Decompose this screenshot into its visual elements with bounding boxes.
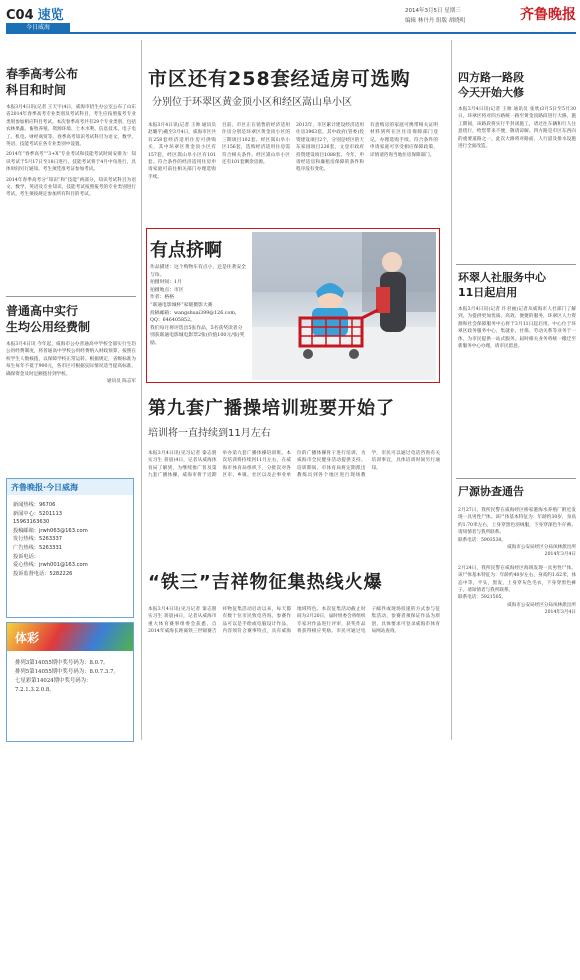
contact-title: 齐鲁晚报·今日威海 bbox=[7, 479, 133, 495]
divider bbox=[456, 478, 576, 479]
right-article-1 bbox=[458, 70, 576, 150]
masthead-logo: 齐鲁晚报 bbox=[520, 7, 576, 23]
right-article-3 bbox=[458, 484, 576, 617]
story-3-body: 本报3月4日讯(见习记者 秦志朋 实习生 蒋晨)4日，记者从威海市重大体育赛事组委会获悉，自2014年威海长距离铁三世锦赛吉祥物征集活动启动以来，每天都有数十位市民致电咨询。参赛作品可以是手绘或电脑设计作品，内容须符合赛事特点，具有威海地域特色。本次征集活动截止时间为3月20日，届时组委会将组织专家对作品进行评审，获奖作品将获得相应奖励。市民可通过电子邮件或现场投递的方式参与征集活动，参赛者须保证作品为原创，具体要求可登录威海市体育局网站查询。 bbox=[148, 607, 440, 635]
story-2 bbox=[148, 394, 448, 439]
notice-body: 2月27日，我所民警在威海经区桥家港海水养殖厂附近发现一具男性尸体。该尸体基本特征为：年龄约30岁，身高约1.70米左右，上身穿黑色羽绒服，下身穿深色牛仔裤。请知情者与我所联系。 bbox=[458, 508, 576, 536]
headline: 普通高中实行 bbox=[6, 304, 79, 318]
column-rule bbox=[141, 40, 142, 740]
column-rule bbox=[451, 40, 452, 740]
contact-line: 15963163630 bbox=[13, 519, 50, 526]
contact-line: 发行热线：5263337 bbox=[13, 536, 63, 543]
photo-title bbox=[150, 236, 250, 262]
headline: “铁三”吉祥物征集热线火爆 bbox=[148, 572, 383, 593]
lottery-line: 七星彩第14024期中奖号码为：7.2.1.3.2.0.8。 bbox=[15, 678, 92, 693]
notice-phone: 联系电话：5921505。 bbox=[458, 595, 507, 601]
notice-body: 2月24日，我所民警在威海经区海域发现一具男性尸体。该尸体基本特征为：年龄约40岁左右，身高约1.62米，体态中等，平头，黑发，上身穿灰色毛衣，下身穿黑色裤子。请知情者与我所联系。 bbox=[458, 565, 576, 594]
article-body: 本报3月4日讯 今年起，威海市公办普通高中学校全部实行生均公用经费制度，将普通高中学校公用经费纳入财政预算，按照在校学生人数核拨，以保障学校正常运转。根据规定，省级标准为每生每年不低于900元，各市区可根据实际情况适当提高标准，确保资金及时足额拨付到学校。 bbox=[6, 342, 136, 377]
photo-headline: 有点挤啊 bbox=[150, 240, 222, 261]
caption-line: 拍摄地点：市区 bbox=[150, 287, 184, 293]
lottery-lines bbox=[15, 659, 127, 695]
article-body: 本报3月4日讯(记者 许君丽)记者从威海市人社部门了解到，为提供更加优质、高效、便捷的服务，环翠区人力资源和社会保障服务中心将于3月11日起启用。中心位于环翠区政务服务中心，集就业、社保、劳动关系等业务于一体，为市民提供一站式服务。届时相关业务将统一搬迁至新服务中心办理，请市民留意。 bbox=[458, 307, 576, 350]
headline: 四方路一路段 bbox=[458, 71, 524, 84]
divider bbox=[6, 296, 136, 297]
story-1-col: 有意购房的家庭可携带相关证明材料到所在区住房保障部门登记，办理选购手续。符合条件的申请家庭可享受相应保障政策，详情请咨询当地住房保障部门。 bbox=[370, 123, 438, 158]
headline: 生均公用经费制 bbox=[6, 320, 91, 334]
page-number: C04 bbox=[6, 8, 34, 23]
contest-photo bbox=[252, 232, 436, 380]
story-1-col: 2013年，市区累计建设经济适用住房3963套，其中政府(管委)投资建设项目2个，分别是经区的天东家园项目226套，文登市政府投资建设项目1088套。今年，申请经适房和廉租房保障的条件和程序没有变化。 bbox=[296, 123, 364, 173]
headline: 环翠人社服务中心 bbox=[458, 271, 546, 284]
notice-department: 威海市公安局经区分局凤林派出所 bbox=[507, 602, 576, 608]
story-1 bbox=[148, 64, 448, 108]
headline: 春季高考公布 bbox=[6, 67, 79, 81]
right-article-2 bbox=[458, 270, 576, 350]
section-name: 速览 bbox=[37, 8, 64, 23]
lottery-title: 体彩 bbox=[15, 631, 40, 645]
headline: 市区还有258套经适房可选购 bbox=[148, 68, 411, 90]
headline: 第九套广播操培训班要开始了 bbox=[148, 398, 395, 419]
story-1-col: 本报3月4日讯(记者 王帅 通讯员 赵璐平)截至3月4日，威海市区共有258套经济适用住房可供购买，其中环翠区黄金顶小区有157套，经区嵩山阜小区有101套。符合条件的经济适用住房申请家庭可前往相关部门办理选购手续。 bbox=[148, 123, 216, 180]
article-body: 本报3月4日讯(记者 王天宇)4日，威海市招生办公室公布了山东省2014年春季高考专业类别及考试科目，考生应按照报考专业类别参加相应科目考试。本次春季高考共有29个专业类别，包括农林果蔬、畜牧养殖、资源环境、土木水利、信息技术、电子电工、机电、财经商贸等。春季高考知识考试科目为语文、数学、英语，技能考试在各专业类别中设置。 bbox=[6, 105, 136, 148]
lottery-banner bbox=[7, 623, 133, 651]
notice-date: 2014年3月4日 bbox=[544, 610, 576, 616]
caption-line: 作品描述：这个购物车有点小，还是住著安全与珍。 bbox=[150, 265, 246, 278]
notice-phone: 联系电话：5903530。 bbox=[458, 537, 507, 543]
author: 通讯员 陈志军 bbox=[106, 379, 136, 385]
article-body: 本报3月4日讯(记者 王帅 通讯员 张欣)3月5日至5月30日，环翠区将对四方路统一路至黄金顶路段进行大修。施工期间，该路段将实行半封闭施工，请过往车辆和行人注意绕行，给您带来不便，敬请谅解。四方路是市区东西向的重要道路之一，此次大修将对路面、人行道及排水设施进行全面改造。 bbox=[458, 107, 576, 150]
contact-line: 新闻热线：96706 bbox=[13, 502, 56, 508]
contact-line: 投诉电话： bbox=[13, 553, 39, 560]
photo-illustration bbox=[252, 232, 436, 380]
photo-caption bbox=[150, 264, 246, 348]
contact-line: 新闻中心：5201113 bbox=[13, 510, 63, 517]
issue-date: 2014年3月5日 星期三 bbox=[405, 8, 461, 14]
caption-line: 作者：格格 bbox=[150, 295, 174, 301]
headline: 尸源协查通告 bbox=[458, 485, 524, 498]
subheadline: 培训将一直持续到11月左右 bbox=[148, 428, 271, 439]
caption-line: 我们每月将评选出5张作品，5名获奖读者分别获联通电影城电影票2张(价值100元/张)奖励。 bbox=[150, 325, 245, 346]
page-code bbox=[6, 4, 76, 22]
header-rule bbox=[6, 32, 576, 34]
caption-line: “联通电影城杯”家暖摄影大赛 bbox=[150, 302, 213, 308]
headline: 11日起启用 bbox=[458, 286, 518, 299]
left-article-1 bbox=[6, 66, 136, 199]
subheadline: 分别位于环翠区黄金顶小区和经区嵩山阜小区 bbox=[152, 97, 352, 108]
caption-line: 拍摄时间：1月 bbox=[150, 280, 182, 286]
notice-department: 威海市公安局经区分局凤林派出所 bbox=[507, 545, 576, 551]
left-article-2 bbox=[6, 303, 136, 385]
story-2-body: 本报3月4日讯(见习记者 秦志朋 实习生 蒋晨)4日，记者从威海体育局了解到，为继续推广普及第九套广播体操，威海市将于近期举办第九套广播体操培训班。本次培训将持续到11月左右，在威海市体育局组织下，分批次对各区市、乡镇、社区以及企事业单位的广播体操骨干进行培训，为威海市全民健身活动提供支持。培训期间，市体育局将定期派出教练员到各个地区进行现场教学，市民可以通过电话咨询有关培训事宜，具体培训时间另行通知。 bbox=[148, 451, 440, 479]
contact-line: 投诉监督电话：5282226 bbox=[13, 570, 73, 577]
contact-line: 爱心热线：jrwh001@163.com bbox=[13, 562, 88, 569]
headline: 科目和时间 bbox=[6, 83, 67, 97]
lottery-line: 排列3第14055期中奖号码为：8.0.7。 bbox=[15, 660, 109, 666]
article-body: 2014年春季高考分“知识”和“技能”两部分，知识考试科目为语文、数学、英语及专业知识，技能考试按照报考的专业类别进行考试，考生须按规定参加所有科目的考试。 bbox=[6, 177, 136, 198]
lottery-box bbox=[6, 622, 134, 742]
lottery-line: 排列5第14055期中奖号码为：8.0.7.3.7。 bbox=[15, 669, 119, 675]
story-3 bbox=[148, 568, 448, 594]
editors-line: 编辑 林丹丹 组版 胡晓明 bbox=[405, 18, 466, 24]
caption-line: 投稿邮箱：wangshuai399@126.com，QQ：646405852。 bbox=[150, 310, 240, 324]
divider bbox=[456, 264, 576, 265]
section-tag: 今日威海 bbox=[6, 23, 70, 32]
contact-line: 投稿邮箱：jrwh063@163.com bbox=[13, 527, 88, 534]
headline: 今天开始大修 bbox=[458, 86, 524, 99]
contact-line: 广告热线：5263331 bbox=[13, 544, 63, 551]
story-1-col: 目前，市区正在销售的经济适用住房分别是环翠区黄金顶小区的三期项目102套、经区嵩山阜小区156套，选购经济适用住房需符合相关条件。经区嵩山阜小区还有101套剩余房源。 bbox=[222, 123, 290, 166]
contact-lines bbox=[7, 495, 133, 584]
article-body: 2014年“春季高考”“3+X”专业考试和技能考试时间安排为：知识考试于5月17日至18日进行，技能考试将于4月中旬进行，具体时间另行通知。考生须凭准考证参加考试。 bbox=[6, 152, 136, 173]
contact-box bbox=[6, 478, 134, 618]
notice-date: 2014年3月4日 bbox=[544, 552, 576, 558]
